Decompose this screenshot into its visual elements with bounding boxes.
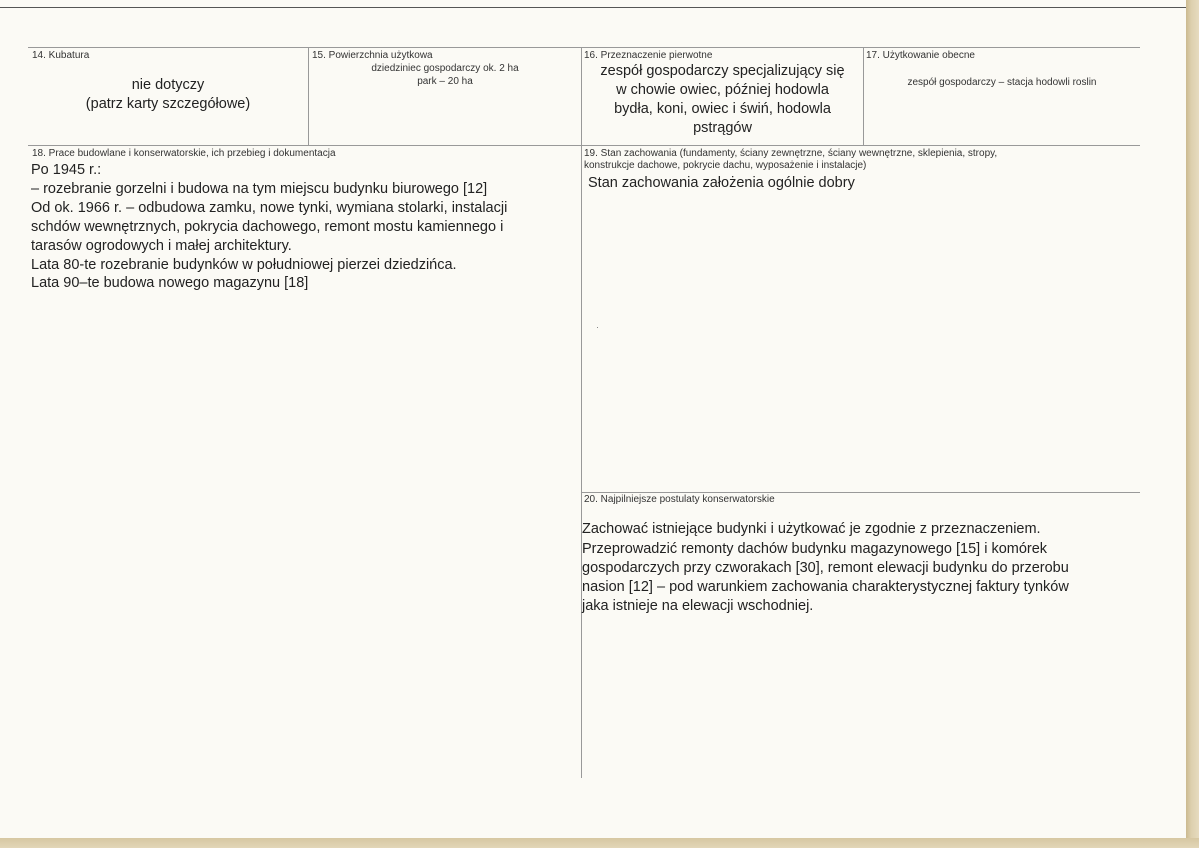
box18-line3: Od ok. 1966 r. – odbudowa zamku, nowe tynki, wymiana stolarki, instalacji	[31, 200, 508, 216]
box18-label: 18. Prace budowlane i konserwatorskie, ich przebieg i dokumentacja	[32, 148, 336, 159]
row1-top-rule	[28, 47, 1140, 48]
box19-label-line1: 19. Stan zachowania (fundamenty, ściany zewnętrzne, ściany wewnętrzne, sklepienia, stropy,	[584, 148, 998, 159]
divider-main	[581, 47, 582, 778]
box20-line5: jaka istnieje na elewacji wschodniej.	[582, 598, 814, 614]
box18-line4: schdów wewnętrznych, pokrycia dachowego, remont mostu kamiennego i	[31, 219, 504, 235]
box18-line5: tarasów ogrodowych i małej architektury.	[31, 238, 292, 254]
speck-mark	[597, 327, 598, 328]
box19-label-line2: konstrukcje dachowe, pokrycie dachu, wyposażenie i instalacje)	[584, 160, 867, 171]
paper-edge-bottom	[0, 838, 1199, 848]
box16-label: 16. Przeznaczenie pierwotne	[584, 50, 713, 61]
top-rule	[0, 7, 1186, 8]
box14-label: 14. Kubatura	[32, 50, 90, 61]
box18-line7: Lata 90–te budowa nowego magazynu [18]	[31, 275, 309, 291]
box20-label: 20. Najpilniejsze postulaty konserwatorskie	[584, 494, 775, 505]
box14-line1: nie dotyczy	[131, 77, 205, 93]
box16-line2: w chowie owiec, później hodowla	[616, 82, 829, 98]
box15-line2: park – 20 ha	[417, 76, 473, 87]
row2-top-rule	[28, 145, 1140, 146]
box20-top-rule	[582, 492, 1140, 493]
box18-line2: – rozebranie gorzelni i budowa na tym miejscu budynku biurowego [12]	[31, 181, 488, 197]
box17-label: 17. Użytkowanie obecne	[866, 50, 975, 61]
box20-line3: gospodarczych przy czworakach [30], remont elewacji budynku do przerobu	[582, 560, 1069, 576]
paper-edge-right	[1186, 0, 1199, 848]
box18-line1: Po 1945 r.:	[31, 162, 102, 178]
box15-label: 15. Powierzchnia użytkowa	[312, 50, 433, 61]
box16-line1: zespół gospodarczy specjalizujący się	[600, 63, 845, 79]
box20-line1: Zachować istniejące budynki i użytkować je zgodnie z przeznaczeniem.	[582, 521, 1041, 537]
divider-16-17	[863, 47, 864, 145]
box20-line2: Przeprowadzić remonty dachów budynku magazynowego [15] i komórek	[582, 541, 1048, 557]
box14-line2: (patrz karty szczegółowe)	[85, 96, 251, 112]
box16-line3: bydła, koni, owiec i świń, hodowla	[614, 101, 831, 117]
divider-14-15	[308, 47, 309, 145]
box17-text: zespół gospodarczy – stacja hodowli roslin	[907, 77, 1097, 88]
box16-line4: pstrągów	[693, 120, 752, 136]
box19-text: Stan zachowania założenia ogólnie dobry	[588, 175, 855, 191]
box15-line1: dziedziniec gospodarczy ok. 2 ha	[371, 63, 519, 74]
box18-line6: Lata 80-te rozebranie budynków w południowej pierzei dziedzińca.	[31, 257, 457, 273]
box20-line4: nasion [12] – pod warunkiem zachowania charakterystycznej faktury tynków	[582, 579, 1069, 595]
